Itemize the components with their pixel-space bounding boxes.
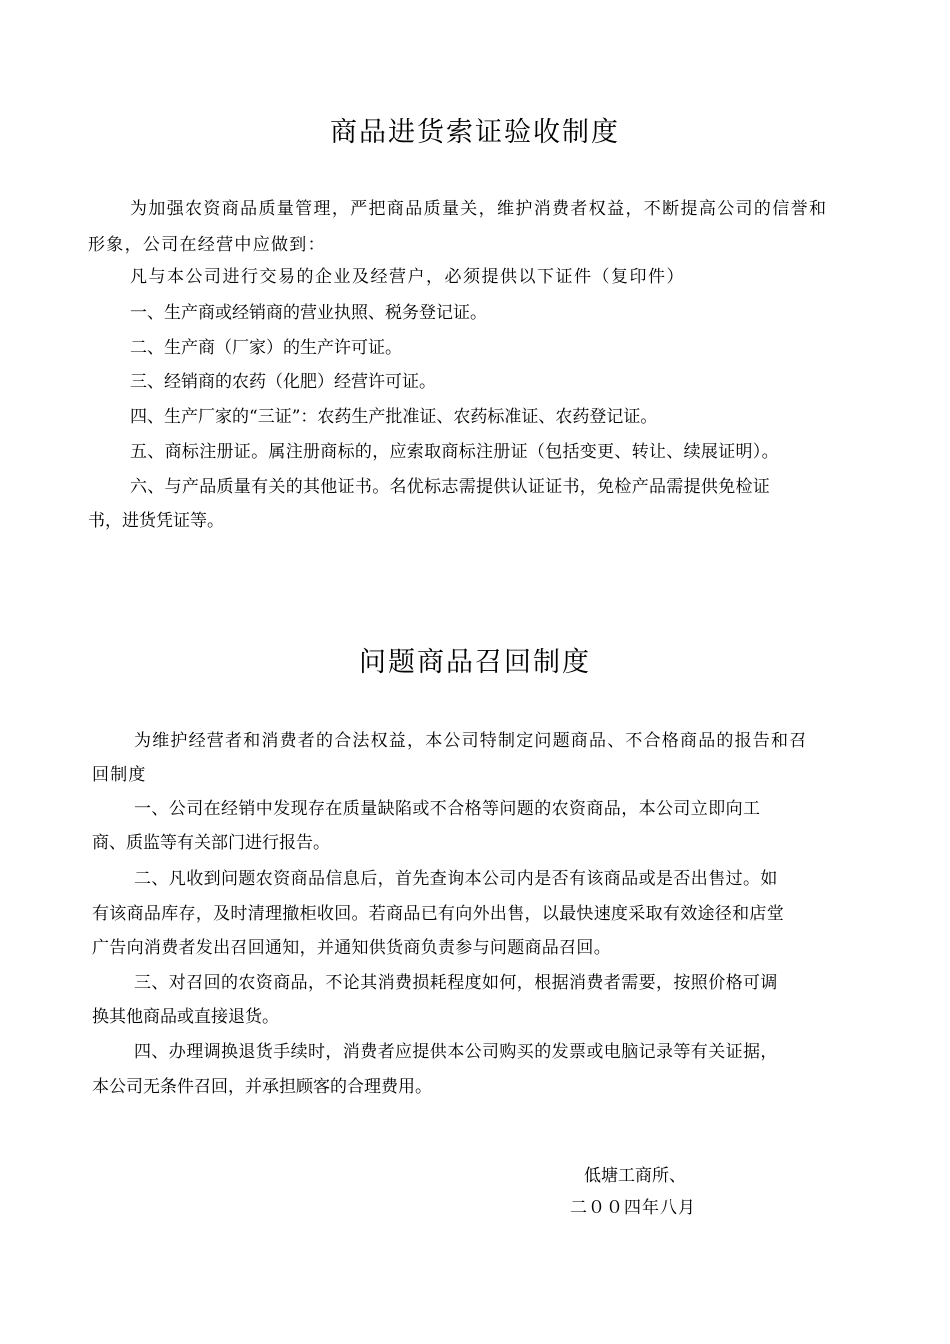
doc2-paragraph-line: 回制度 <box>92 765 147 785</box>
doc1-list-item-2: 二、生产商（厂家）的生产许可证。 <box>130 338 402 358</box>
signature-date: 二００四年八月 <box>570 1198 696 1218</box>
doc1-paragraph-line: 为加强农资商品质量管理，严把商品质量关，维护消费者权益，不断提高公司的信誉和 <box>130 199 828 219</box>
doc1-paragraph-line: 形象，公司在经营中应做到： <box>88 235 326 255</box>
doc1-list-item-5: 五、商标注册证。属注册商标的，应索取商标注册证（包括变更、转让、续展证明）。 <box>130 442 779 462</box>
doc1-list-item-6: 六、与产品质量有关的其他证书。名优标志需提供认证证书，免检产品需提供免检证 <box>130 477 771 497</box>
doc2-list-item-3: 三、对召回的农资商品，不论其消费损耗程度如何，根据消费者需要，按照价格可调 <box>134 973 778 993</box>
doc1-title: 商品进货索证验收制度 <box>330 117 620 148</box>
doc2-list-item-2: 二、凡收到问题农资商品信息后，首先查询本公司内是否有该商品或是否出售过。如 <box>134 869 778 889</box>
doc2-paragraph-line: 为维护经营者和消费者的合法权益，本公司特制定问题商品、不合格商品的报告和召 <box>134 731 808 751</box>
doc1-list-item-4: 四、生产厂家的“三证”：农药生产批准证、农药标准证、农药登记证。 <box>130 407 658 427</box>
doc2-list-item-1-cont: 商、质监等有关部门进行报告。 <box>92 833 330 853</box>
doc1-list-item-1: 一、生产商或经销商的营业执照、税务登记证。 <box>130 303 487 323</box>
signature-org: 低塘工商所、 <box>584 1166 686 1186</box>
doc2-list-item-2-cont: 广告向消费者发出召回通知，并通知供货商负责参与问题商品召回。 <box>92 938 611 958</box>
doc2-title: 问题商品召回制度 <box>359 647 591 678</box>
doc2-list-item-4-cont: 本公司无条件召回，并承担顾客的合理费用。 <box>92 1077 432 1097</box>
doc2-list-item-3-cont: 换其他商品或直接退货。 <box>92 1007 279 1027</box>
doc2-list-item-2-cont: 有该商品库存，及时清理撤柜收回。若商品已有向外出售，以最快速度采取有效途径和店堂 <box>92 904 784 924</box>
doc1-paragraph-line: 凡与本公司进行交易的企业及经营户，必须提供以下证件（复印件） <box>130 267 685 287</box>
doc2-list-item-4: 四、办理调换退货手续时，消费者应提供本公司购买的发票或电脑记录等有关证据， <box>134 1042 778 1062</box>
doc2-list-item-1: 一、公司在经销中发现存在质量缺陷或不合格等问题的农资商品，本公司立即向工 <box>134 799 761 819</box>
doc1-list-item-6-cont: 书，进货凭证等。 <box>88 511 224 531</box>
doc1-list-item-3: 三、经销商的农药（化肥）经营许可证。 <box>130 372 436 392</box>
